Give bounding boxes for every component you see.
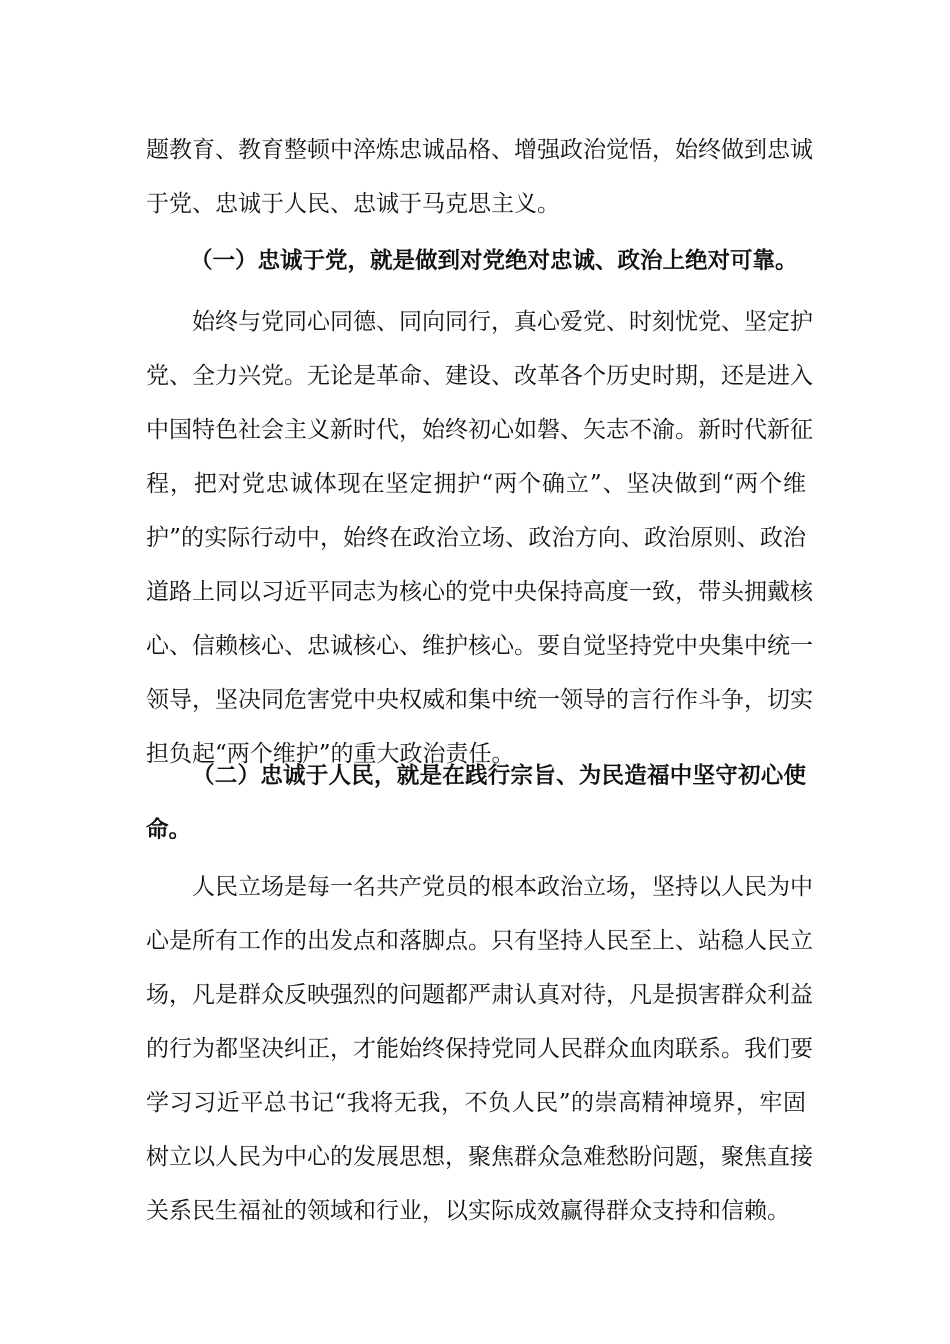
paragraph-1 [146,295,813,781]
text-line: 道路上同以习近平同志为核心的党中央保持高度一致，带头拥戴核 [146,579,813,605]
paragraph-2 [146,860,813,1238]
text-line: 于党、忠诚于人民、忠诚于马克思主义。 [146,191,560,217]
text-line: 领导，坚决同危害党中央权威和集中统一领导的言行作斗争，切实 [146,687,813,713]
text-line: 场，凡是群众反映强烈的问题都严肃认真对待，凡是损害群众利益 [146,982,813,1008]
heading-line: 命。 [146,817,192,843]
text-line: 题教育、教育整顿中淬炼忠诚品格、增强政治觉悟，始终做到忠诚 [146,137,813,163]
paragraph-intro-continued [146,123,813,231]
text-line: 人民立场是每一名共产党员的根本政治立场，坚持以人民为中 [192,874,813,900]
text-line: 关系民生福祉的领域和行业，以实际成效赢得群众支持和信赖。 [146,1198,790,1224]
heading-line: （一）忠诚于党，就是做到对党绝对忠诚、政治上绝对可靠。 [190,248,798,274]
text-line: 程，把对党忠诚体现在坚定拥护“两个确立”、坚决做到“两个维 [146,471,806,497]
heading-line: （二）忠诚于人民，就是在践行宗旨、为民造福中坚守初心使 [192,763,806,789]
text-line: 护”的实际行动中，始终在政治立场、政治方向、政治原则、政治 [146,525,806,551]
section-heading-2 [146,749,806,857]
text-line: 党、全力兴党。无论是革命、建设、改革各个历史时期，还是进入 [146,363,813,389]
text-line: 学习习近平总书记“我将无我，不负人民”的崇高精神境界，牢固 [146,1090,806,1116]
text-line: 心是所有工作的出发点和落脚点。只有坚持人民至上、站稳人民立 [146,928,813,954]
text-line: 中国特色社会主义新时代，始终初心如磐、矢志不渝。新时代新征 [146,417,813,443]
text-line: 树立以人民为中心的发展思想，聚焦群众急难愁盼问题，聚焦直接 [146,1144,813,1170]
text-line: 始终与党同心同德、同向同行，真心爱党、时刻忧党、坚定护 [192,309,813,335]
section-heading-1 [190,234,798,288]
text-line: 心、信赖核心、忠诚核心、维护核心。要自觉坚持党中央集中统一 [146,633,813,659]
text-line: 的行为都坚决纠正，才能始终保持党同人民群众血肉联系。我们要 [146,1036,813,1062]
text-line: 担负起“两个维护”的重大政治责任。 [146,741,515,767]
